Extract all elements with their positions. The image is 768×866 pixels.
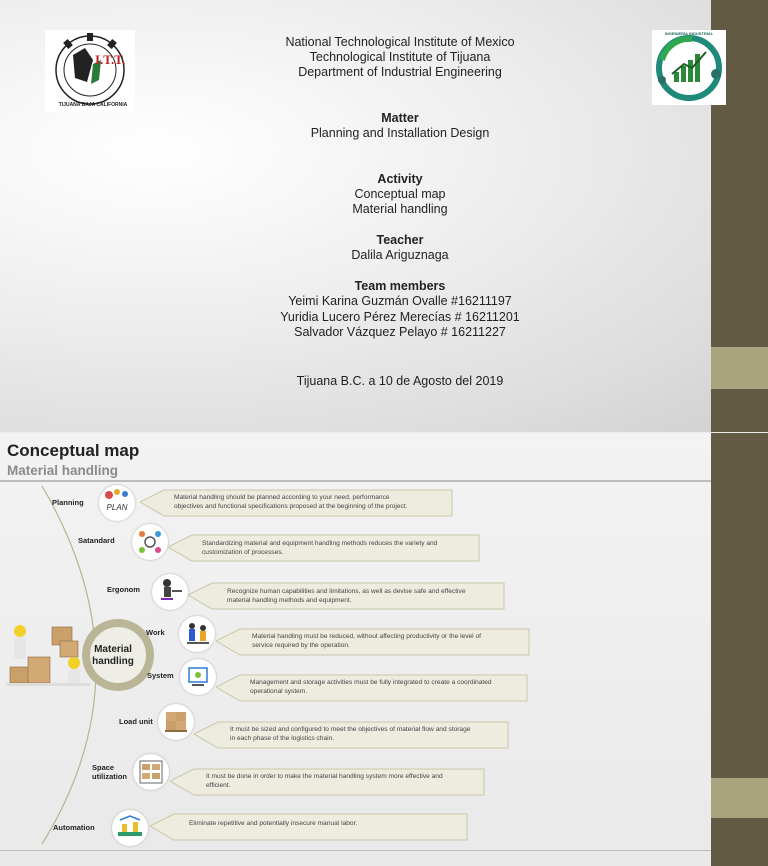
callout-planning-line-2: objectives and functional specifications proposed at the beginning of the project. xyxy=(174,503,408,510)
branch-label-automation: Automation xyxy=(53,823,95,832)
callout-load-unit-line-2: in each phase of the logistics chain. xyxy=(230,735,335,742)
branch-label-planning: Planning xyxy=(52,498,84,507)
right-bar-map-top xyxy=(711,433,768,778)
callout-work-line-2: service required by the operation. xyxy=(252,642,350,649)
ergonomics-icon xyxy=(152,574,188,610)
system-icon xyxy=(180,659,216,695)
callout-standard xyxy=(168,533,480,563)
callout-planning-line-1: Material handling should be planned according to your need, performance xyxy=(174,494,390,501)
activity-line-2: Material handling xyxy=(352,202,448,216)
callout-system-line-1: Management and storage activities must be fully integrated to create a coordinated xyxy=(250,679,492,686)
callout-system-line-2: operational system. xyxy=(250,688,308,695)
place-date: Tijuana B.C. a 10 de Agosto del 2019 xyxy=(296,374,504,388)
callout-ergonomics xyxy=(188,581,505,611)
callout-work xyxy=(216,627,530,657)
callout-automation xyxy=(150,812,468,842)
right-bar-bottom xyxy=(711,389,768,432)
workers-illustration xyxy=(2,617,92,689)
center-label-line-1: Material xyxy=(94,644,132,655)
branch-label-work: Work xyxy=(146,628,165,637)
callout-load-unit xyxy=(194,720,509,750)
branch-label-load-unit: Load unit xyxy=(119,717,153,726)
cover-slide xyxy=(0,0,768,432)
callout-automation-line-1: Eliminate repetitive and potentially insecure manual labor. xyxy=(189,820,358,827)
plan-icon xyxy=(99,485,135,521)
itt-logo-ring-text: TIJUANA BAJA CALIFORNIA xyxy=(58,102,128,108)
space-utilization-icon xyxy=(133,754,169,790)
callout-space-utilization-line-1: It must be done in order to make the material handling system more effective and xyxy=(206,773,443,780)
map-title: Conceptual map xyxy=(7,441,140,460)
map-subtitle: Material handling xyxy=(7,463,119,478)
team-member-1: Yeimi Karina Guzmán Ovalle #16211197 xyxy=(288,294,512,308)
branch-label-ergonomics: Ergonom xyxy=(107,585,140,594)
institution-line-3: Department of Industrial Engineering xyxy=(298,65,502,79)
activity-line-1: Conceptual map xyxy=(354,187,446,201)
teacher-value: Dalila Ariguznaga xyxy=(351,248,449,262)
center-label-line-2: handling xyxy=(92,656,134,667)
team-member-3: Salvador Vázquez Pelayo # 16211227 xyxy=(294,325,506,339)
load-unit-icon xyxy=(158,704,194,740)
branch-label-system: System xyxy=(147,671,174,680)
callout-space-utilization-line-2: efficient. xyxy=(206,782,231,789)
center-node xyxy=(82,619,154,691)
team-heading: Team members xyxy=(354,279,446,293)
bottom-divider xyxy=(0,850,711,851)
callout-ergonomics-line-1: Recognize human capabilities and limitations, as well as devise safe and effective xyxy=(227,588,466,595)
matter-value: Planning and Installation Design xyxy=(310,126,490,140)
industrial-logo-ring-text: INGENIERÍA INDUSTRIAL xyxy=(664,31,714,36)
right-bar-map-bottom xyxy=(711,818,768,866)
matter-heading: Matter xyxy=(381,111,419,125)
callout-system xyxy=(216,673,528,703)
callout-work-line-1: Material handling must be reduced, without affecting productivity or the level of xyxy=(252,633,481,640)
standard-icon xyxy=(132,524,168,560)
callout-ergonomics-line-2: material handling methods and equipment. xyxy=(227,597,352,604)
itt-logo-text: I.T.T. xyxy=(95,52,126,67)
institution-line-2: Technological Institute of Tijuana xyxy=(309,50,491,64)
callout-planning xyxy=(140,488,453,518)
branch-label-space-utilization-1: Space xyxy=(92,763,115,772)
callout-space-utilization xyxy=(170,767,485,797)
activity-heading: Activity xyxy=(377,172,423,186)
branch-label-standard: Satandard xyxy=(78,536,115,545)
teacher-heading: Teacher xyxy=(376,233,424,247)
work-icon xyxy=(179,616,215,652)
branch-label-space-utilization-2: utilization xyxy=(92,772,127,781)
callout-load-unit-line-1: It must be sized and configured to meet the objectives of material flow and storage xyxy=(230,726,471,733)
callout-standard-line-1: Standardizing material and equipment handling methods reduces the variety and xyxy=(202,540,438,547)
institution-line-1: National Technological Institute of Mexico xyxy=(285,35,515,49)
team-member-2: Yuridia Lucero Pérez Merecías # 16211201 xyxy=(280,310,520,324)
callout-standard-line-2: customization of processes. xyxy=(202,549,284,556)
plan-icon-text: PLAN xyxy=(106,503,128,512)
automation-icon xyxy=(112,810,148,846)
right-bar-map-accent xyxy=(711,778,768,818)
